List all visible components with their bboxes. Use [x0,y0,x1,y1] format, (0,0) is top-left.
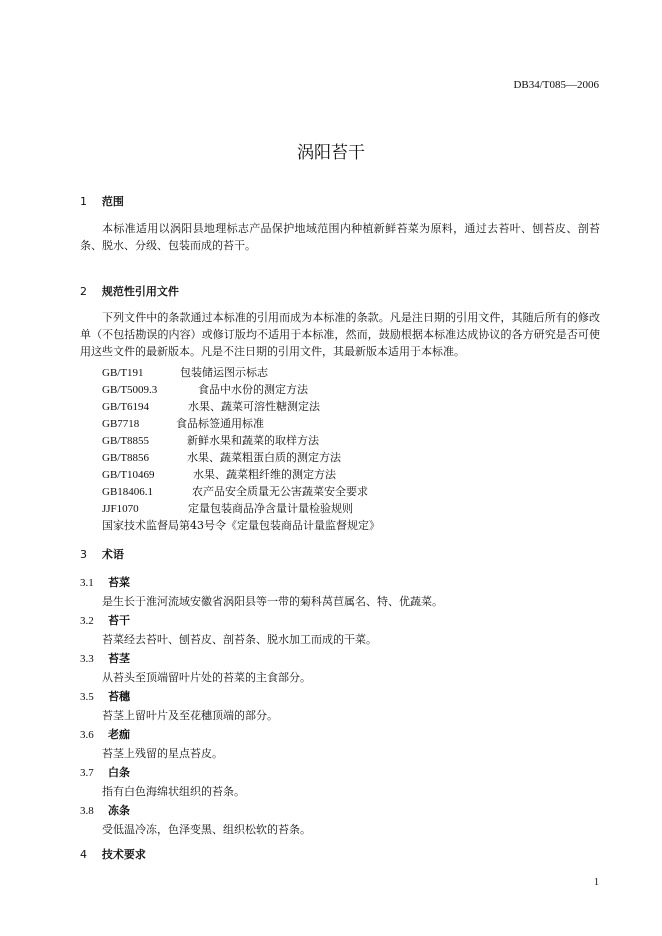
reference-name: 新鲜水果和蔬菜的取样方法 [187,434,319,447]
term-definition: 苔菜经去苔叶、刨苔皮、剖苔条、脱水加工而成的干菜。 [102,633,377,646]
term-definition: 指有白色海绵状组织的苔条。 [102,785,245,798]
reference-code: GB7718 [102,418,140,430]
term-heading [80,764,130,780]
reference-name: 定量包装商品净含量计量检验规则 [188,502,353,515]
term-number: 3.5 [80,691,94,703]
term-number: 3.2 [80,615,94,627]
section-heading-normative-references [80,283,179,299]
reference-item [102,381,308,397]
reference-name: 食品标签通用标准 [176,417,264,430]
term-name: 白条 [108,766,130,779]
reference-code: GB/T191 [102,367,144,379]
section-number: 2 [80,285,87,298]
term-name: 苔菜 [108,576,130,589]
reference-item [102,398,320,414]
term-heading [80,726,130,742]
term-number: 3.1 [80,577,94,589]
term-name: 苔干 [108,614,130,627]
reference-item [102,500,353,516]
reference-name: 食品中水份的测定方法 [198,383,308,396]
reference-code: GB/T6194 [102,401,150,413]
term-number: 3.6 [80,729,94,741]
term-definition: 是生长于淮河流域安徽省涡阳县等一带的菊科莴苣属名、特、优蔬菜。 [102,595,443,608]
references-paragraph: 下列文件中的条款通过本标准的引用而成为本标准的条款。凡是注日期的引用文件，其随后所有的修改单（不包括勘误的内容）或修订版均不适用于本标准，然而，鼓励根据本标准达成协议的各方研究是否可使用这些文件的最新版本。凡是不注日期的引用文件，其最新版本适用于本标准。 [80,311,600,358]
term-number: 3.8 [80,805,94,817]
section-heading-technical-requirements [80,846,146,862]
section-number: 1 [80,195,87,208]
reference-code: GB/T8855 [102,435,150,447]
term-heading [80,574,130,590]
page-number: 1 [594,877,599,888]
reference-name: 水果、蔬菜可溶性糖测定法 [188,400,320,413]
term-name: 苔穗 [108,690,130,703]
term-name: 老痂 [108,728,130,741]
term-heading [80,688,130,704]
scope-paragraph: 本标准适用以涡阳县地理标志产品保护地域范围内种植新鲜苔菜为原料，通过去苔叶、刨苔皮、剖苔条、脱水、分级、包装而成的苔干。 [80,222,600,252]
reference-item [102,449,341,465]
term-heading [80,650,130,666]
reference-code: GB/T10469 [102,469,155,481]
term-number: 3.7 [80,767,94,779]
term-name: 苔茎 [108,652,130,665]
term-definition: 从苔头至顶端留叶片处的苔菜的主食部分。 [102,671,311,684]
reference-item-decree: 国家技术监督局第43号令《定量包装商品计量监督规定》 [102,519,380,532]
section-number: 3 [80,548,87,561]
reference-name: 包装储运图示标志 [180,366,268,379]
section-title: 规范性引用文件 [101,285,179,298]
page-title: 涡阳苔干 [297,143,365,163]
reference-code: JJF1070 [102,503,139,515]
reference-name: 农产品安全质量无公害蔬菜安全要求 [192,485,368,498]
reference-item [102,432,319,448]
reference-item [102,364,268,380]
reference-code: GB/T8856 [102,452,150,464]
term-definition: 受低温冷冻，色泽变黑、组织松软的苔条。 [102,823,311,836]
section-title: 术语 [101,548,124,561]
section-number: 4 [80,848,87,861]
section-heading-scope [80,193,124,209]
reference-item [102,483,368,499]
section-title: 范围 [101,195,124,208]
reference-item [102,415,264,431]
term-heading [80,612,130,628]
term-heading [80,802,130,818]
reference-code: GB18406.1 [102,486,154,498]
term-name: 冻条 [108,804,130,817]
reference-name: 水果、蔬菜粗纤维的测定方法 [193,468,336,481]
reference-code: GB/T5009.3 [102,384,158,396]
section-title: 技术要求 [101,848,146,861]
standard-number: DB34/T085—2006 [513,79,599,91]
term-number: 3.3 [80,653,94,665]
reference-item [102,466,336,482]
reference-name: 水果、蔬菜粗蛋白质的测定方法 [187,451,341,464]
term-definition: 苔茎上留叶片及至花穗顶端的部分。 [102,709,278,722]
section-heading-terms [80,546,124,562]
term-definition: 苔茎上残留的星点苔皮。 [102,747,223,760]
